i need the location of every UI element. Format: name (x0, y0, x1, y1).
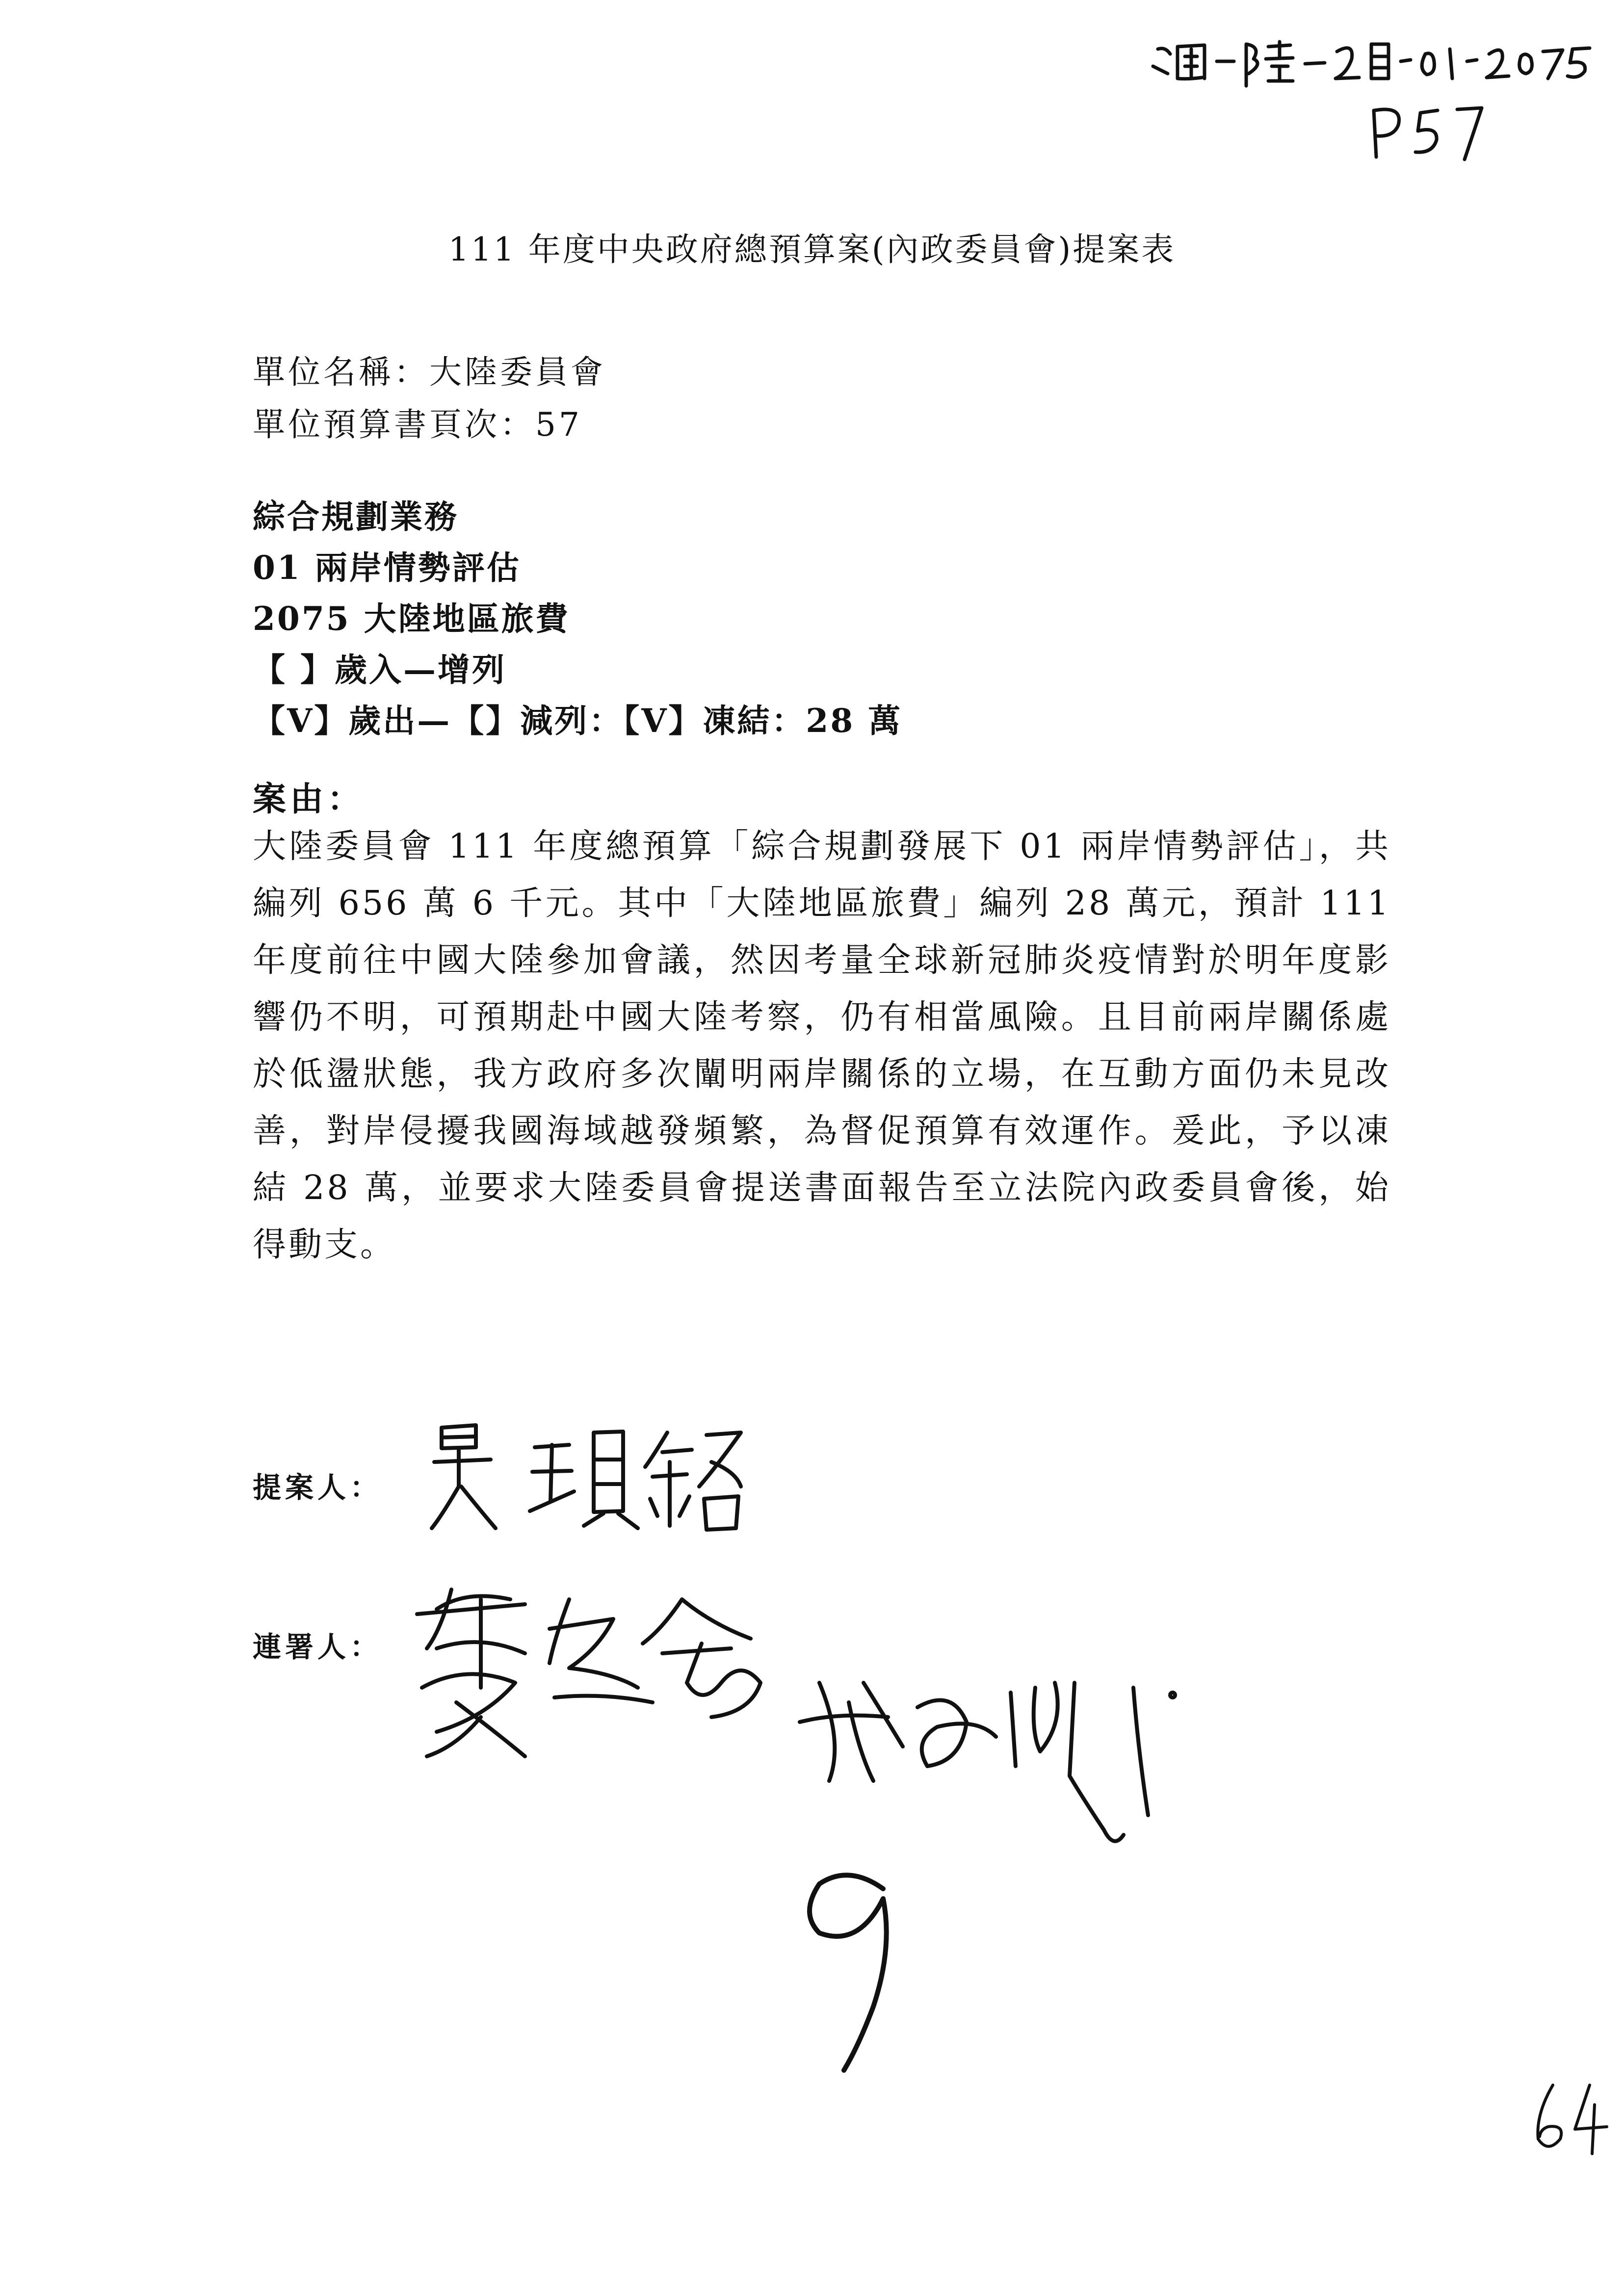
budget-account: 2075 大陸地區旅費 (253, 600, 570, 638)
reason-body: 大陸委員會 111 年度總預算「綜合規劃發展下 01 兩岸情勢評估」，共編列 656 萬 6 千元。其中「大陸地區旅費」編列 28 萬元，預計 111 年度前往中國大陸參加會議，然因考量全球新冠肺炎疫情對於明年度影響仍不明，可預期赴中國大陸考察，仍有相當風險。且目前兩岸關係處於低盪狀態，我方政府多次闡明兩岸關係的立場，在互動方面仍未見改善，對岸侵擾我國海域越發頻繁，為督促預算有效運作。爰此，予以凍結 28 萬，並要求大陸委員會提送書面報告至立法院內政委員會後，始得動支。 (253, 827, 1391, 1264)
handwritten-sequence-number (790, 1859, 908, 2085)
proposer-label: 提案人： (253, 1471, 383, 1504)
unit-name: 單位名稱：大陸委員會 (253, 353, 606, 391)
reason-heading: 案由： (253, 780, 365, 819)
unit-budget-page: 單位預算書頁次：57 (253, 406, 582, 444)
proposer-signature (422, 1413, 746, 1540)
cosigner-signature-2 (790, 1653, 1182, 1859)
cosigner-label: 連署人： (253, 1630, 383, 1664)
handwritten-page-number (1526, 2075, 1614, 2159)
cosigner-signature-1 (407, 1570, 790, 1776)
handwritten-header-code (1143, 20, 1595, 98)
form-title: 111 年度中央政府總預算案(內政委員會)提案表 (448, 231, 1176, 268)
budget-program: 綜合規劃業務 (253, 497, 459, 536)
revenue-line: 【 】歲入—增列 (253, 651, 506, 689)
handwritten-page-ref (1364, 96, 1521, 164)
expense-line: 【V】歲出—【】減列：【V】凍結：28 萬 (253, 702, 903, 740)
budget-sub-item: 01 兩岸情勢評估 (253, 548, 521, 587)
